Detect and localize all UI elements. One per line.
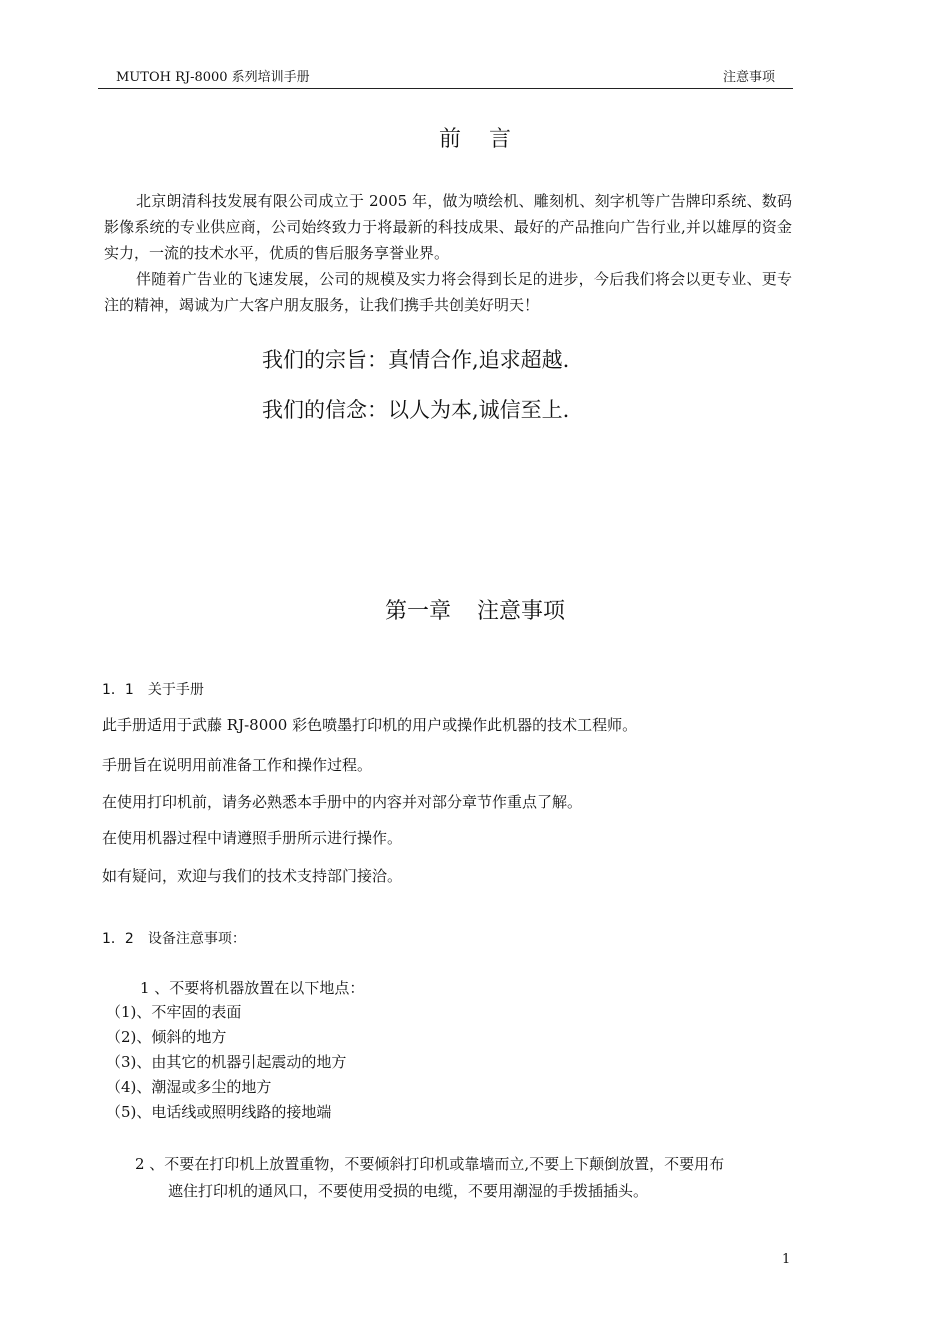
- list-item: （2)、倾斜的地方: [106, 1028, 227, 1046]
- section-heading: 1．1 关于手册: [102, 682, 204, 698]
- page-number: 1: [782, 1252, 791, 1267]
- list-item: （3)、由其它的机器引起震动的地方: [106, 1053, 347, 1071]
- list-intro: 1 、不要将机器放置在以下地点：: [140, 979, 365, 997]
- header-chapter-name: 注意事项: [722, 70, 775, 85]
- section-heading: 1．2 设备注意事项：: [102, 931, 246, 947]
- chapter-name: 注意事项: [477, 599, 566, 624]
- list-item: （1)、不牢固的表面: [106, 1003, 242, 1021]
- section-line: 在使用机器过程中请遵照手册所示进行操作。: [102, 829, 403, 847]
- company-belief: 我们的信念：以人为本,诚信至上.: [262, 398, 570, 422]
- section-line: 在使用打印机前，请务必熟悉本手册中的内容并对部分章节作重点了解。: [102, 793, 583, 811]
- precaution-note: [135, 1151, 795, 1205]
- company-motto: 我们的宗旨：真情合作,追求超越.: [262, 348, 570, 372]
- precaution-note-line: 2 、不要在打印机上放置重物，不要倾斜打印机或靠墙而立,不要上下颠倒放置，不要用布: [135, 1155, 725, 1173]
- chapter-title: [0, 594, 950, 625]
- preface-paragraph: 北京朗清科技发展有限公司成立于 2005 年，做为喷绘机、雕刻机、刻字机等广告牌印系统、数码影像系统的专业供应商，公司始终致力于将最新的科技成果、最好的产品推向广告行业,并以雄厚的资金实力，一流的技术水平，优质的售后服务享誉业界。: [104, 192, 792, 262]
- section-line: 如有疑问，欢迎与我们的技术支持部门接洽。: [102, 867, 403, 885]
- section-line: 手册旨在说明用前准备工作和操作过程。: [102, 756, 373, 774]
- section-line: 此手册适用于武藤 RJ-8000 彩色喷墨打印机的用户或操作此机器的技术工程师。: [102, 716, 638, 734]
- list-item: （4)、潮湿或多尘的地方: [106, 1078, 272, 1096]
- preface-paragraph: 伴随着广告业的飞速发展，公司的规模及实力将会得到长足的进步，今后我们将会以更专业、更专注的精神，竭诚为广大客户朋友服务，让我们携手共创美好明天！: [104, 270, 792, 314]
- header-manual-title: MUTOH RJ-8000 系列培训手册: [116, 70, 310, 85]
- list-item: （5)、电话线或照明线路的接地端: [106, 1103, 332, 1121]
- page-header: [98, 70, 793, 89]
- preface-title: 前言: [438, 127, 539, 152]
- chapter-number: 第一章: [384, 599, 451, 624]
- precaution-note-line: 遮住打印机的通风口，不要使用受损的电缆，不要用潮湿的手拨插插头。: [168, 1182, 649, 1200]
